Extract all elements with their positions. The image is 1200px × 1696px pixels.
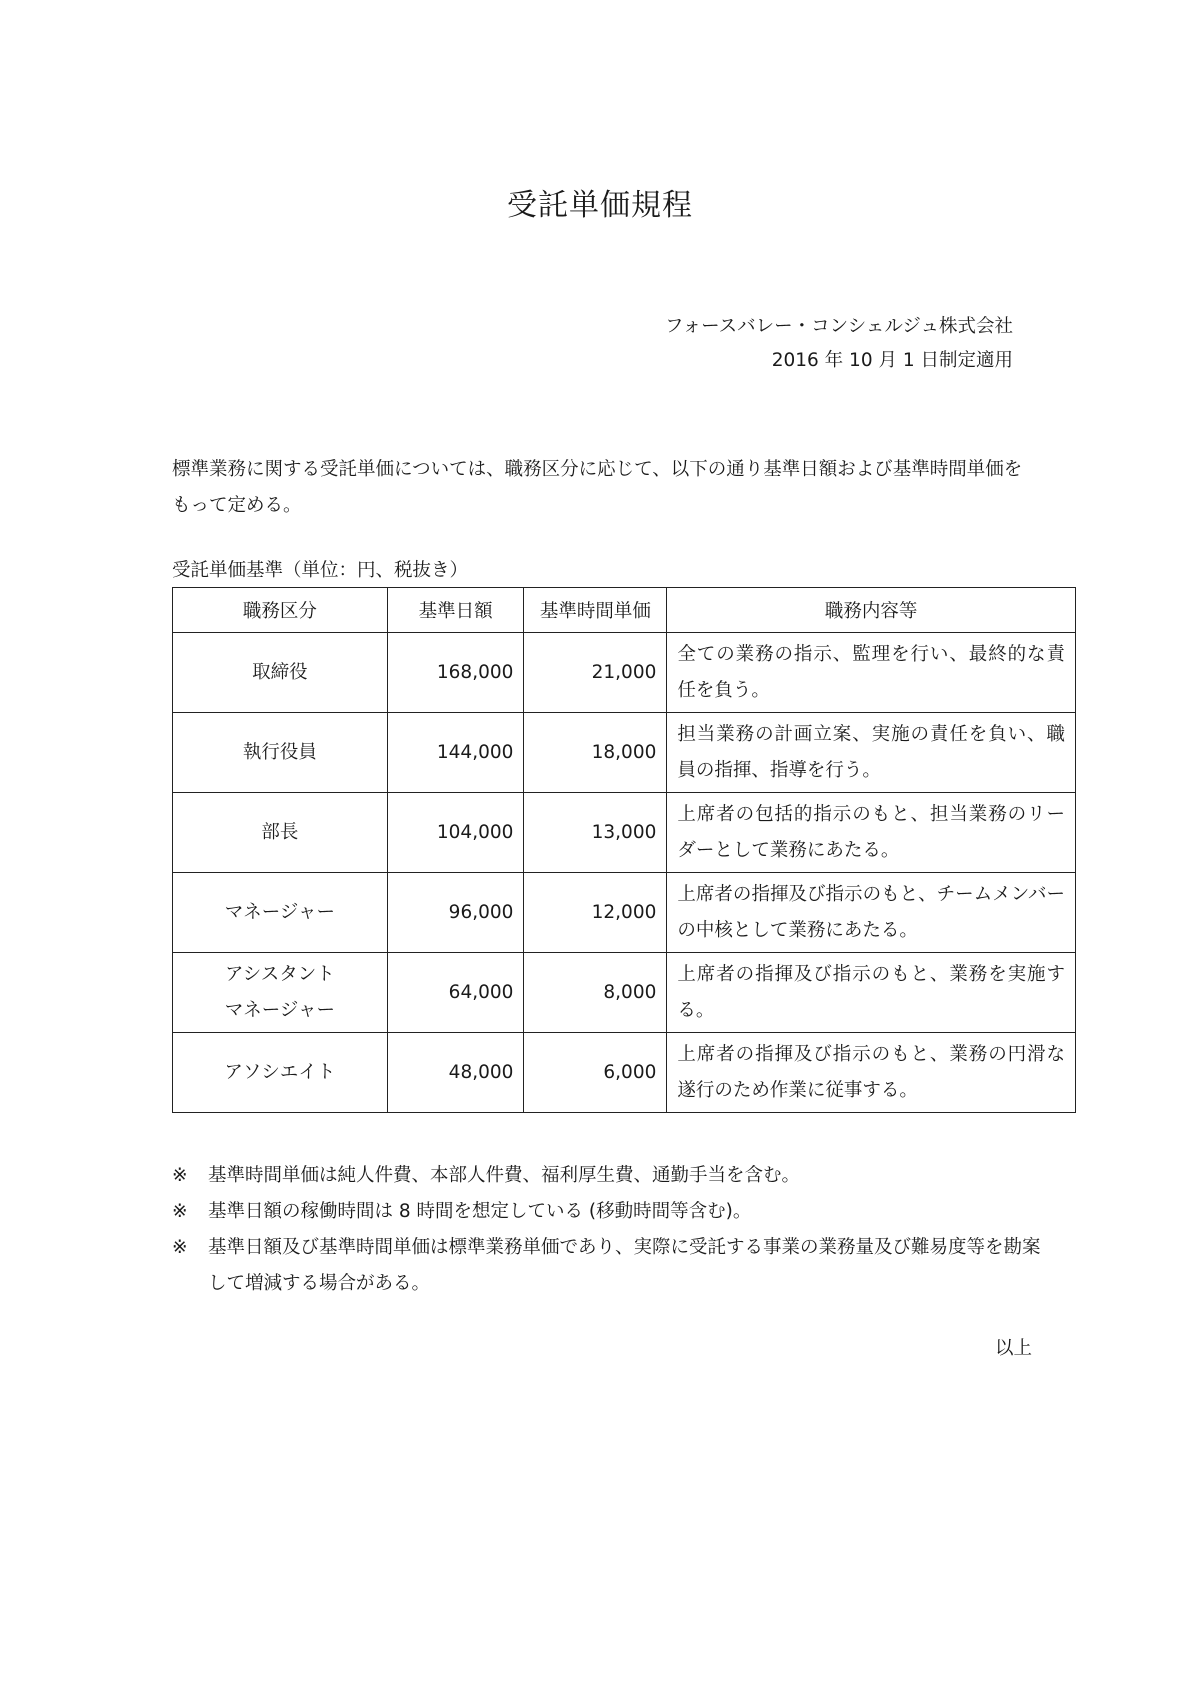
hourly-rate-cell: 21,000 xyxy=(524,633,667,713)
hourly-rate-cell: 18,000 xyxy=(524,713,667,793)
category-cell: マネージャー xyxy=(173,873,388,953)
note-text: 基準日額の稼働時間は 8 時間を想定している (移動時間等含む)。 xyxy=(208,1201,752,1222)
company-name: フォースバレー・コンシェルジュ株式会社 xyxy=(665,316,1013,337)
closing-text: 以上 xyxy=(994,1338,1032,1359)
category-cell: アソシエイト xyxy=(173,1033,388,1113)
intro-paragraph: 標準業務に関する受託単価については、職務区分に応じて、以下の通り基準日額および基準時間単価をもって定める。 xyxy=(172,459,1023,516)
effective-date: 2016 年 10 月 1 日制定適用 xyxy=(771,350,1013,371)
header-category: 職務区分 xyxy=(173,588,388,633)
note-item xyxy=(172,1158,1052,1194)
description-cell: 全ての業務の指示、監理を行い、最終的な責任を負う。 xyxy=(667,633,1076,713)
category-cell: 部長 xyxy=(173,793,388,873)
table-row xyxy=(173,793,1076,873)
page-title: 受託単価規程 xyxy=(507,188,693,223)
description-cell: 上席者の指揮及び指示のもと、チームメンバーの中核として業務にあたる。 xyxy=(667,873,1076,953)
category-line: マネージャー xyxy=(224,999,336,1021)
daily-rate-cell: 64,000 xyxy=(387,953,524,1033)
note-mark: ※ xyxy=(172,1165,188,1186)
category-cell: 執行役員 xyxy=(173,713,388,793)
note-text: 基準時間単価は純人件費、本部人件費、福利厚生費、通勤手当を含む。 xyxy=(208,1165,801,1186)
description-cell: 上席者の包括的指示のもと、担当業務のリーダーとして業務にあたる。 xyxy=(667,793,1076,873)
rate-table xyxy=(172,587,1076,1113)
description-cell: 担当業務の計画立案、実施の責任を負い、職員の指揮、指導を行う。 xyxy=(667,713,1076,793)
daily-rate-cell: 104,000 xyxy=(387,793,524,873)
daily-rate-cell: 168,000 xyxy=(387,633,524,713)
table-header-row xyxy=(173,588,1076,633)
table-caption: 受託単価基準（単位：円、税抜き） xyxy=(172,560,469,581)
description-cell: 上席者の指揮及び指示のもと、業務の円滑な遂行のため作業に従事する。 xyxy=(667,1033,1076,1113)
category-cell xyxy=(173,953,388,1033)
notes xyxy=(172,1158,1052,1302)
header-description: 職務内容等 xyxy=(667,588,1076,633)
daily-rate-cell: 48,000 xyxy=(387,1033,524,1113)
hourly-rate-cell: 8,000 xyxy=(524,953,667,1033)
category-line: アシスタント xyxy=(225,963,335,985)
table-row xyxy=(173,953,1076,1033)
table-row xyxy=(173,713,1076,793)
table-row xyxy=(173,633,1076,713)
note-mark: ※ xyxy=(172,1237,188,1258)
note-item xyxy=(172,1230,1052,1302)
table-row xyxy=(173,873,1076,953)
header-daily-rate: 基準日額 xyxy=(387,588,524,633)
note-text: 基準日額及び基準時間単価は標準業務単価であり、実際に受託する事業の業務量及び難易度等を勘案して増減する場合がある。 xyxy=(208,1237,1041,1294)
hourly-rate-cell: 6,000 xyxy=(524,1033,667,1113)
table-row xyxy=(173,1033,1076,1113)
category-cell: 取締役 xyxy=(173,633,388,713)
daily-rate-cell: 96,000 xyxy=(387,873,524,953)
daily-rate-cell: 144,000 xyxy=(387,713,524,793)
hourly-rate-cell: 12,000 xyxy=(524,873,667,953)
header-hourly-rate: 基準時間単価 xyxy=(524,588,667,633)
note-mark: ※ xyxy=(172,1201,188,1222)
description-cell: 上席者の指揮及び指示のもと、業務を実施する。 xyxy=(667,953,1076,1033)
note-item xyxy=(172,1194,1052,1230)
hourly-rate-cell: 13,000 xyxy=(524,793,667,873)
